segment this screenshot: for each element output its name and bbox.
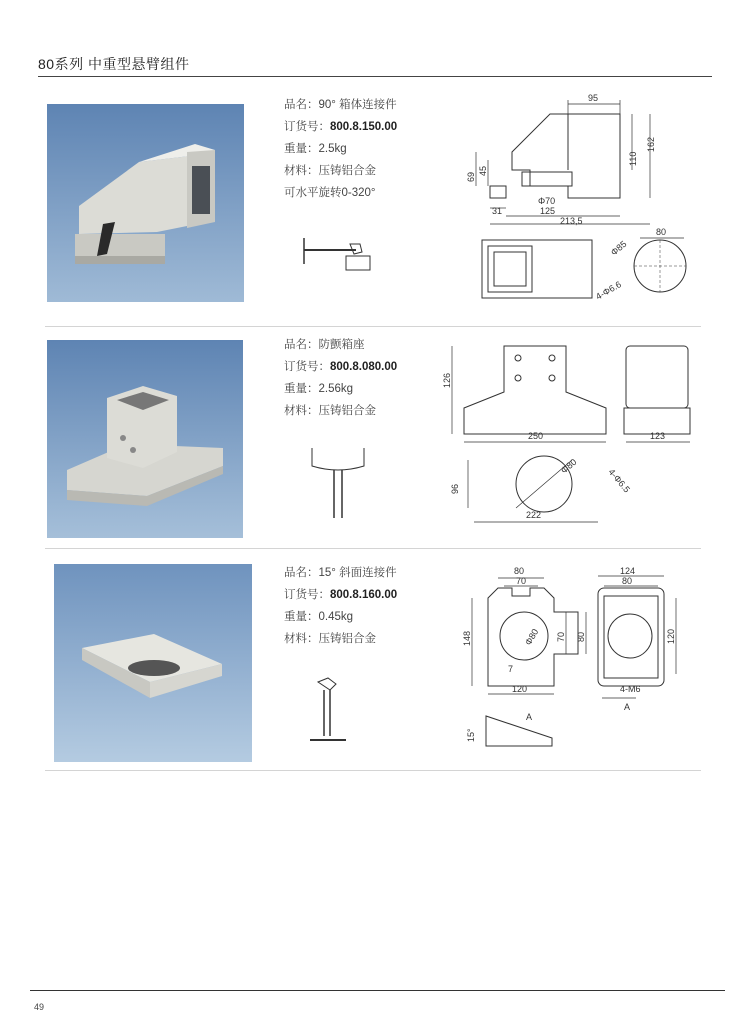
spec-label: 品名： bbox=[284, 99, 319, 111]
dim-69: 69 bbox=[466, 171, 476, 182]
dim-110: 110 bbox=[628, 151, 638, 166]
weight-value: 2.5kg bbox=[318, 143, 347, 155]
spec-name-row bbox=[284, 334, 397, 356]
spec-label: 重量： bbox=[284, 611, 319, 623]
product-2-drawing bbox=[438, 338, 704, 534]
dim-45: 45 bbox=[478, 165, 488, 176]
dim-80: 80 bbox=[656, 227, 667, 237]
product-name: 防颤箱座 bbox=[318, 339, 365, 351]
material-value: 压铸铝合金 bbox=[318, 633, 376, 645]
footer-divider bbox=[30, 990, 725, 991]
dim-123: 123 bbox=[650, 431, 666, 441]
spec-name-row bbox=[284, 94, 397, 116]
order-number: 800.8.160.00 bbox=[330, 589, 398, 601]
dim-7: 7 bbox=[508, 664, 514, 674]
product-3-photo bbox=[54, 564, 252, 762]
spec-material-row bbox=[284, 400, 397, 422]
dim-holes: 4-Φ6.6 bbox=[594, 279, 623, 302]
product-2-mount-sketch bbox=[308, 444, 368, 520]
weight-value: 0.45kg bbox=[318, 611, 354, 623]
row-divider bbox=[45, 770, 701, 771]
order-number: 800.8.150.00 bbox=[330, 121, 398, 133]
dim-80a: 80 bbox=[514, 566, 525, 576]
product-3-drawing bbox=[460, 558, 696, 758]
page-number: 49 bbox=[34, 1002, 45, 1012]
product-2-specs bbox=[284, 334, 397, 422]
dim-angle: 15° bbox=[466, 728, 476, 742]
order-number: 800.8.080.00 bbox=[330, 361, 398, 373]
dim-holes: 4-Φ6.5 bbox=[606, 466, 632, 495]
header-divider bbox=[38, 76, 712, 77]
product-3 bbox=[0, 556, 755, 770]
dim-162: 162 bbox=[646, 136, 656, 152]
dim-125: 125 bbox=[540, 206, 556, 216]
product-3-specs bbox=[284, 562, 397, 650]
spec-label: 订货号： bbox=[284, 121, 330, 133]
dim-222: 222 bbox=[526, 510, 542, 520]
dim-phi85: Φ85 bbox=[608, 238, 629, 258]
section-title: 80系列 中重型悬臂组件 bbox=[38, 56, 190, 72]
product-3-mount-sketch bbox=[306, 676, 350, 748]
spec-note: 可水平旋转0-320° bbox=[284, 187, 376, 199]
weight-value: 2.56kg bbox=[318, 383, 354, 395]
spec-order-row bbox=[284, 584, 397, 606]
product-1-specs bbox=[284, 94, 397, 204]
spec-label: 材料： bbox=[284, 165, 319, 177]
dim-96: 96 bbox=[450, 483, 460, 494]
view-a-arrow-label: A bbox=[526, 712, 533, 722]
row-divider bbox=[45, 548, 701, 549]
spec-label: 重量： bbox=[284, 383, 319, 395]
product-1-drawing bbox=[460, 90, 700, 306]
dim-95: 95 bbox=[588, 93, 599, 103]
dim-phi80: Φ80 bbox=[523, 627, 541, 647]
dim-120a: 120 bbox=[512, 684, 528, 694]
dim-70b: 70 bbox=[556, 631, 566, 642]
material-value: 压铸铝合金 bbox=[318, 165, 376, 177]
spec-label: 品名： bbox=[284, 339, 319, 351]
product-1-mount-sketch bbox=[300, 230, 380, 274]
material-value: 压铸铝合金 bbox=[318, 405, 376, 417]
product-2 bbox=[0, 334, 755, 548]
spec-weight-row bbox=[284, 606, 397, 628]
spec-label: 品名： bbox=[284, 567, 319, 579]
dim-80c: 80 bbox=[622, 576, 633, 586]
spec-order-row bbox=[284, 356, 397, 378]
dim-80b: 80 bbox=[576, 631, 586, 642]
dim-31: 31 bbox=[492, 206, 503, 216]
spec-label: 材料： bbox=[284, 633, 319, 645]
dim-250: 250 bbox=[528, 431, 544, 441]
spec-weight-row bbox=[284, 378, 397, 400]
dim-phi80: Φ80 bbox=[558, 456, 579, 476]
dim-m6: 4-M6 bbox=[620, 684, 641, 694]
dim-148: 148 bbox=[462, 630, 472, 646]
spec-order-row bbox=[284, 116, 397, 138]
dim-126: 126 bbox=[442, 372, 452, 388]
spec-material-row bbox=[284, 160, 397, 182]
dim-124: 124 bbox=[620, 566, 636, 576]
spec-label: 材料： bbox=[284, 405, 319, 417]
spec-weight-row bbox=[284, 138, 397, 160]
row-divider bbox=[45, 326, 701, 327]
product-2-photo bbox=[47, 340, 243, 538]
dim-70a: 70 bbox=[516, 576, 527, 586]
product-name: 90° 箱体连接件 bbox=[318, 99, 397, 111]
spec-label: 订货号： bbox=[284, 361, 330, 373]
spec-name-row bbox=[284, 562, 397, 584]
spec-label: 订货号： bbox=[284, 589, 330, 601]
section-a-label: A bbox=[624, 702, 631, 712]
spec-material-row bbox=[284, 628, 397, 650]
dim-120b: 120 bbox=[666, 628, 676, 644]
spec-label: 重量： bbox=[284, 143, 319, 155]
product-1-photo bbox=[47, 104, 244, 302]
product-1 bbox=[0, 90, 755, 326]
dim-213: 213,5 bbox=[560, 216, 583, 226]
dim-phi70: Φ70 bbox=[538, 196, 556, 206]
product-name: 15° 斜面连接件 bbox=[318, 567, 397, 579]
